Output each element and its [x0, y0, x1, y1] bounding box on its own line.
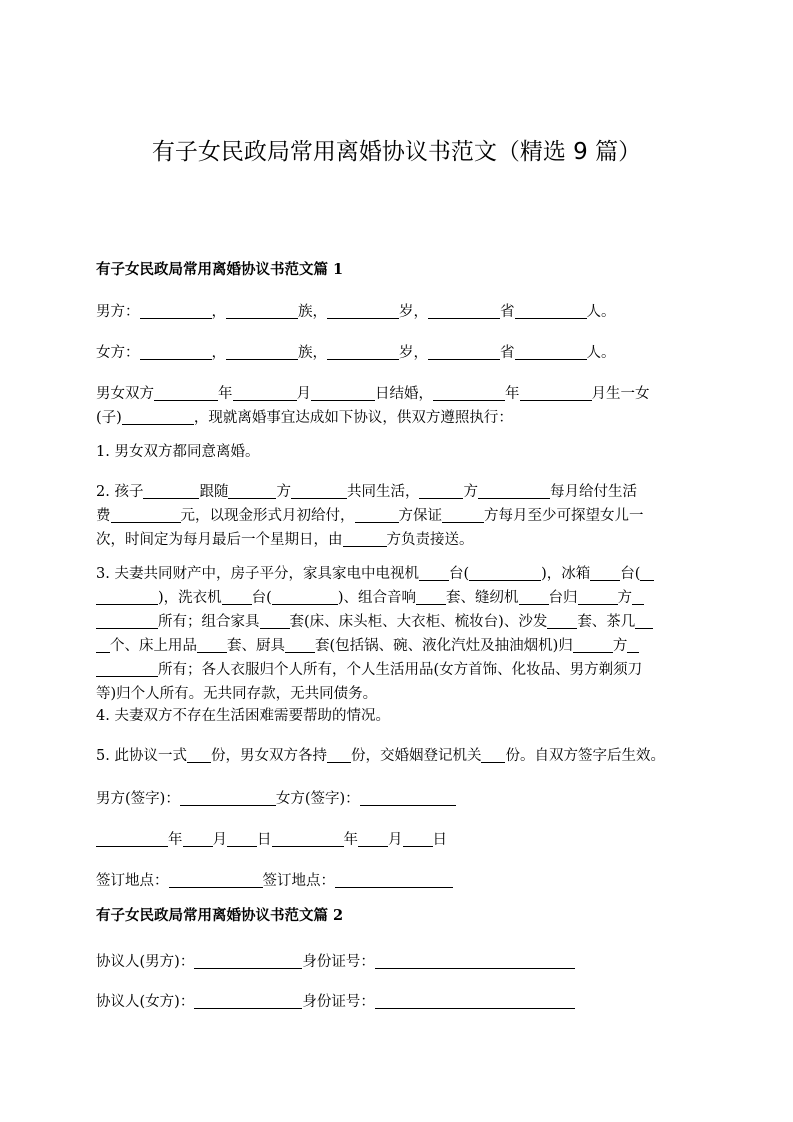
party-male-line: 协议人(男方)： 身份证号： [96, 950, 699, 974]
blank-field[interactable] [547, 612, 577, 629]
blank-field[interactable] [343, 530, 387, 547]
party-female-line: 协议人(女方)： 身份证号： [96, 990, 699, 1014]
blank-field[interactable] [226, 343, 298, 360]
blank-field[interactable] [478, 482, 550, 499]
item-4: 4. 夫妻双方不存在生活困难需要帮助的情况。 [96, 708, 390, 724]
blank-field[interactable] [327, 302, 399, 319]
blank-field[interactable] [96, 830, 168, 847]
blank-field[interactable] [140, 302, 212, 319]
blank-field[interactable] [515, 302, 587, 319]
item-2: 2. 孩子 跟随 方 共同生活， 方 每月给付生活 费 元，以现金形式月初给付， 方保证 方每月至少可探望女儿一 次，时间定为每月最后一个星期日，由 方负责接送。 [96, 484, 644, 548]
blank-field[interactable] [519, 588, 549, 605]
place-line: 签订地点： 签订地点： [96, 869, 699, 893]
blank-field[interactable] [335, 871, 453, 888]
blank-field[interactable] [590, 564, 620, 581]
blank-field[interactable] [228, 482, 276, 499]
blank-field[interactable] [96, 612, 158, 629]
blank-field[interactable] [428, 343, 500, 360]
blank-field[interactable] [272, 830, 344, 847]
document-title: 有子女民政局常用离婚协议书范文（精选 9 篇） [151, 139, 642, 165]
blank-field[interactable] [222, 588, 252, 605]
item-5: 5. 此协议一式 份，男女双方各持 份，交婚姻登记机关 份。自双方签字后生效。 [96, 748, 665, 764]
male-signature-field[interactable] [180, 789, 276, 806]
blank-field[interactable] [355, 506, 399, 523]
signature-line: 男方(签字)： 女方(签字)： [96, 787, 699, 811]
blank-field[interactable] [428, 302, 500, 319]
female-signature-field[interactable] [360, 789, 456, 806]
blank-field[interactable] [578, 588, 618, 605]
blank-field[interactable] [311, 384, 375, 401]
blank-field[interactable] [187, 746, 211, 763]
blank-field[interactable] [272, 588, 338, 605]
blank-field[interactable] [194, 952, 302, 969]
blank-field[interactable] [327, 746, 351, 763]
blank-field[interactable] [111, 506, 181, 523]
blank-field[interactable] [140, 343, 212, 360]
blank-field[interactable] [416, 588, 446, 605]
blank-field[interactable] [285, 636, 315, 653]
blank-field[interactable] [515, 343, 587, 360]
blank-field[interactable] [627, 636, 639, 653]
blank-field[interactable] [291, 482, 347, 499]
item-3: 3. 夫妻共同财产中，房子平分，家具家电中电视机 台( )，冰箱 台( )，洗衣机 台( )、组合音响 套、缝纫机 台归 方 所有；组合家具 套(床、床头柜、大衣柜、梳妆台)、沙发 套、茶几 个、床上用品 套、厨具 套(包括锅、碗、液化汽灶及抽油烟机)归 方 所有；各人衣服归个人所有，个人生活用品(女方首饰、化妆品、男方剃须刀 等)归个人所有。无共同存款，无共同债务。 [96, 562, 699, 706]
blank-field[interactable] [419, 482, 463, 499]
blank-field[interactable] [635, 612, 653, 629]
blank-field[interactable] [233, 384, 297, 401]
blank-field[interactable] [632, 588, 644, 605]
section-heading-2: 有子女民政局常用离婚协议书范文篇 2 [96, 907, 344, 924]
blank-field[interactable] [520, 384, 592, 401]
blank-field[interactable] [573, 636, 613, 653]
date-line: 年 月 日 年 月 日 [96, 828, 699, 852]
blank-field[interactable] [640, 564, 654, 581]
blank-field[interactable] [227, 830, 257, 847]
blank-field[interactable] [358, 830, 388, 847]
intro-paragraph: 男女双方 年 月 日结婚， 年 月生一女 (子) ，现就离婚事宜达成如下协议，供双方遵照执行： [96, 386, 650, 426]
blank-field[interactable] [442, 506, 484, 523]
blank-field[interactable] [469, 564, 541, 581]
blank-field[interactable] [403, 830, 433, 847]
blank-field[interactable] [419, 564, 449, 581]
id-number-field[interactable] [375, 992, 575, 1009]
blank-field[interactable] [197, 636, 227, 653]
blank-field[interactable] [122, 408, 194, 425]
item-1: 1. 男女双方都同意离婚。 [96, 444, 260, 460]
blank-field[interactable] [143, 482, 199, 499]
blank-field[interactable] [226, 302, 298, 319]
blank-field[interactable] [154, 384, 218, 401]
blank-field[interactable] [96, 636, 110, 653]
female-info-line: 女方： ， 族， 岁， 省 人。 [96, 345, 616, 361]
blank-field[interactable] [96, 588, 158, 605]
blank-field[interactable] [169, 871, 263, 888]
blank-field[interactable] [260, 612, 290, 629]
section-heading-1: 有子女民政局常用离婚协议书范文篇 1 [96, 261, 344, 278]
male-info-line: 男方： ， 族， 岁， 省 人。 [96, 304, 616, 320]
blank-field[interactable] [183, 830, 213, 847]
id-number-field[interactable] [375, 952, 575, 969]
blank-field[interactable] [481, 746, 505, 763]
blank-field[interactable] [327, 343, 399, 360]
blank-field[interactable] [96, 660, 158, 677]
blank-field[interactable] [194, 992, 302, 1009]
blank-field[interactable] [433, 384, 505, 401]
